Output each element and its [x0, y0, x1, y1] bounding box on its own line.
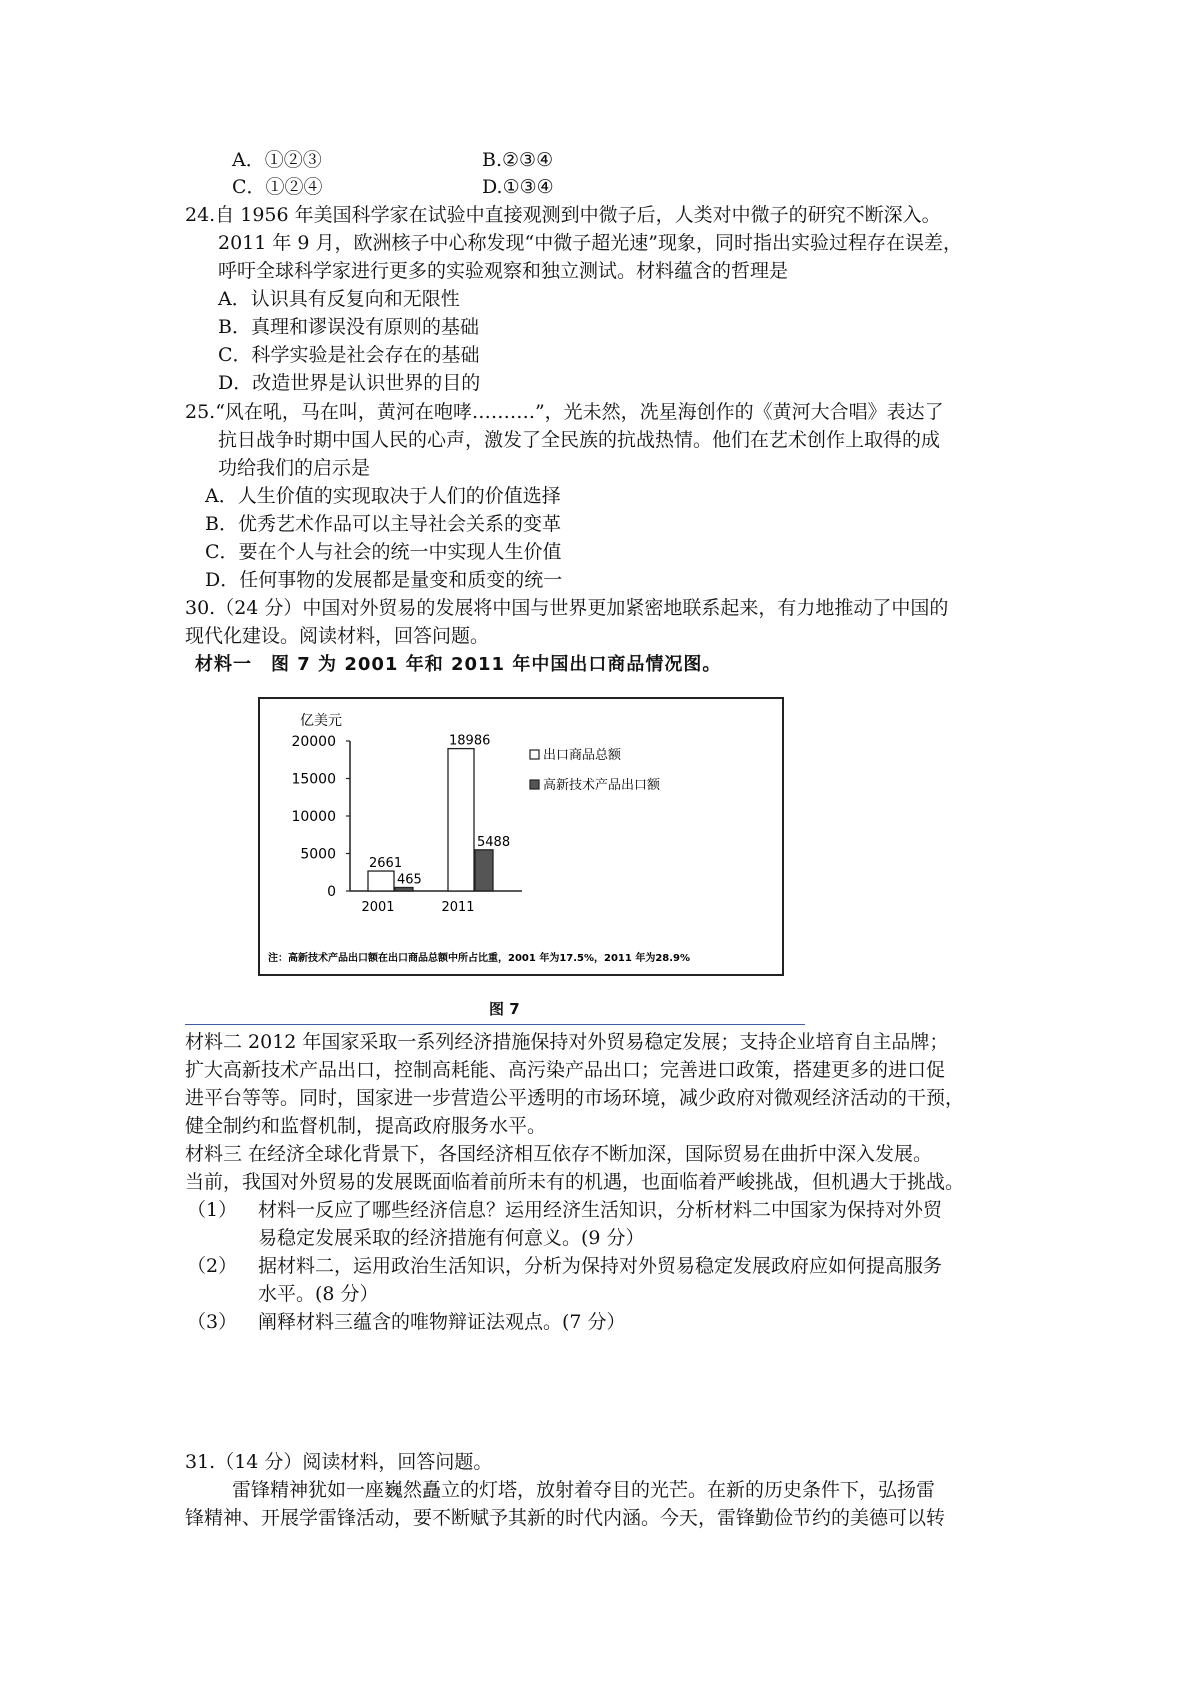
q23-option-a: A．①②③	[232, 149, 322, 171]
y-tick-label: 10000	[291, 809, 336, 825]
y-tick-label: 0	[327, 884, 336, 900]
legend-label: 出口商品总额	[543, 748, 622, 763]
q31-body-line: 锋精神、开展学雷锋活动，要不断赋予其新的时代内涵。今天，雷锋勤俭节约的美德可以转	[185, 1507, 946, 1529]
q31-body-line: 雷锋精神犹如一座巍然矗立的灯塔，放射着夺目的光芒。在新的历史条件下，弘扬雷	[232, 1479, 936, 1501]
export-bar-chart	[260, 699, 782, 974]
figure-title: 材料一 图 7 为 2001 年和 2011 年中国出口商品情况图。	[195, 654, 722, 675]
subquestion-number: （1）	[187, 1199, 238, 1221]
q25-option-a: A．人生价值的实现取决于人们的价值选择	[205, 485, 561, 507]
q24-stem-line: 24.自 1956 年美国科学家在试验中直接观测到中微子后，人类对中微子的研究不断深入。	[185, 204, 941, 226]
bar-2001-series-1	[395, 888, 413, 891]
legend-swatch	[530, 780, 539, 789]
q24-option-b: B．真理和谬误没有原则的基础	[218, 316, 479, 338]
material2-line: 进平台等等。同时，国家进一步营造公平透明的市场环境，减少政府对微观经济活动的干预，	[185, 1087, 965, 1109]
q25-stem-line: 功给我们的启示是	[218, 457, 371, 479]
material2-line: 健全制约和监督机制，提高政府服务水平。	[185, 1115, 547, 1137]
material2-line: 扩大高新技术产品出口，控制高耗能、高污染产品出口；完善进口政策，搭建更多的进口促	[185, 1059, 946, 1081]
bar-data-label: 465	[397, 872, 422, 888]
q23-option-d: D.①③④	[482, 176, 554, 198]
subquestion-1-line: 易稳定发展采取的经济措施有何意义。(9 分）	[258, 1227, 645, 1249]
x-tick-label: 2001	[361, 900, 395, 915]
q24-option-a: A．认识具有反复向和无限性	[218, 288, 460, 310]
q25-option-b: B．优秀艺术作品可以主导社会关系的变革	[205, 513, 561, 535]
material3-line: 当前，我国对外贸易的发展既面临着前所未有的机遇，也面临着严峻挑战，但机遇大于挑战。	[185, 1171, 965, 1193]
q23-option-b: B.②③④	[482, 149, 554, 171]
q31-stem-line: 31.（14 分）阅读材料，回答问题。	[185, 1451, 493, 1473]
q25-stem-line: 抗日战争时期中国人民的心声，激发了全民族的抗战热情。他们在艺术创作上取得的成	[218, 429, 941, 451]
legend-swatch	[530, 750, 539, 759]
bar-data-label: 5488	[477, 834, 511, 850]
material2-line: 材料二 2012 年国家采取一系列经济措施保持对外贸易稳定发展；支持企业培育自主品牌；	[185, 1031, 949, 1053]
q25-option-c: C．要在个人与社会的统一中实现人生价值	[205, 541, 562, 563]
legend-label: 高新技术产品出口额	[543, 778, 661, 793]
bar-data-label: 18986	[449, 733, 491, 749]
q24-stem-line: 呼吁全球科学家进行更多的实验观察和独立测试。材料蕴含的哲理是	[218, 260, 789, 282]
subquestion-3-line: 阐释材料三蕴含的唯物辩证法观点。(7 分）	[258, 1311, 626, 1333]
y-tick-label: 5000	[300, 846, 336, 863]
q23-option-c: C．①②④	[232, 176, 323, 198]
bar-2011-series-1	[475, 850, 493, 891]
y-tick-label: 15000	[291, 771, 336, 788]
subquestion-2-line: 据材料二，运用政治生活知识，分析为保持对外贸易稳定发展政府应如何提高服务	[258, 1255, 943, 1277]
q30-stem-line: 现代化建设。阅读材料，回答问题。	[185, 625, 490, 647]
q24-option-d: D．改造世界是认识世界的目的	[218, 372, 481, 394]
x-tick-label: 2011	[441, 900, 475, 915]
y-axis-label: 亿美元	[300, 713, 342, 729]
bar-2001-series-0	[368, 871, 394, 891]
figure-divider	[185, 1024, 805, 1025]
q30-stem-line: 30.（24 分）中国对外贸易的发展将中国与世界更加紧密地联系起来，有力地推动了中国的	[185, 597, 949, 619]
bar-2011-series-0	[448, 749, 474, 891]
subquestion-1-line: 材料一反应了哪些经济信息？运用经济生活知识，分析材料二中国家为保持对外贸	[258, 1199, 943, 1221]
figure-caption: 图 7	[489, 1000, 520, 1018]
q25-stem-line: 25.“风在吼，马在叫，黄河在咆哮……….”，光未然，冼星海创作的《黄河大合唱》表达了	[185, 401, 944, 423]
q25-option-d: D．任何事物的发展都是量变和质变的统一	[205, 569, 563, 591]
subquestion-2-line: 水平。(8 分）	[258, 1283, 379, 1305]
material3-line: 材料三 在经济全球化背景下，各国经济相互依存不断加深，国际贸易在曲折中深入发展。	[185, 1143, 933, 1165]
figure-note: 注：高新技术产品出口额在出口商品总额中所占比重，2001 年为17.5%，2011 年为28.9%	[268, 953, 691, 964]
subquestion-number: （3）	[187, 1311, 238, 1333]
figure-frame	[258, 697, 784, 976]
q24-stem-line: 2011 年 9 月，欧洲核子中心称发现“中微子超光速”现象，同时指出实验过程存在误差，	[218, 232, 962, 254]
y-tick-label: 20000	[291, 734, 336, 750]
subquestion-number: （2）	[187, 1255, 238, 1277]
q24-option-c: C．科学实验是社会存在的基础	[218, 344, 480, 366]
bar-data-label: 2661	[369, 856, 403, 872]
